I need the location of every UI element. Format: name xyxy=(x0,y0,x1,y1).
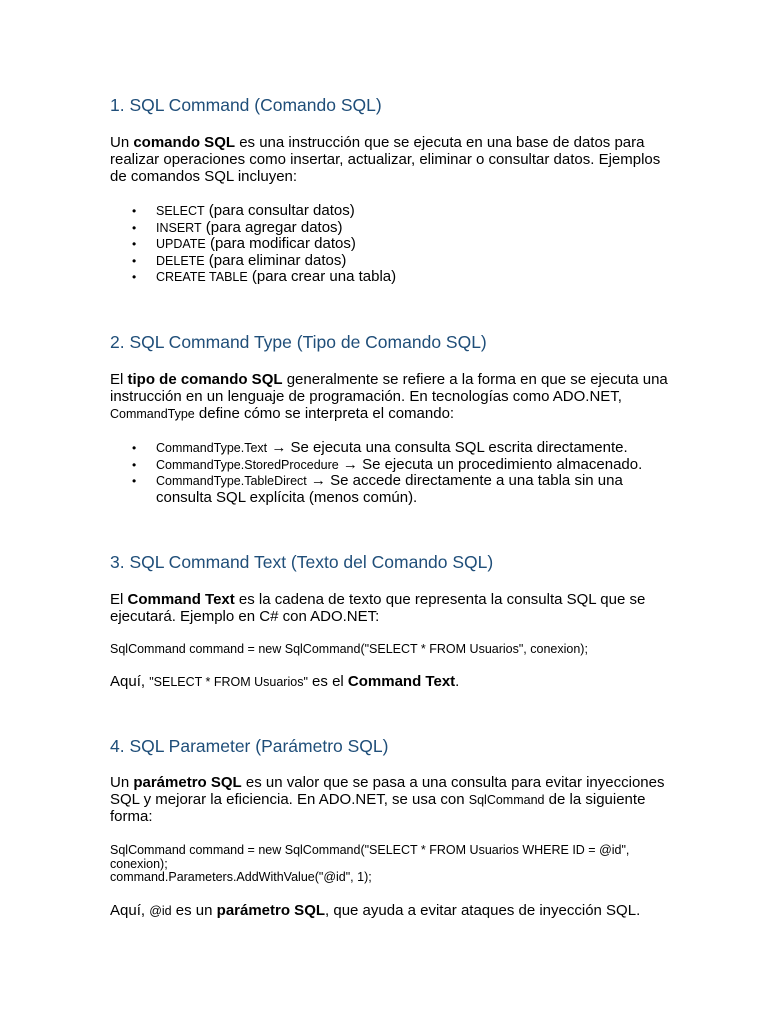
intro-text: Un xyxy=(110,134,134,151)
bullet-icon: • xyxy=(132,441,137,455)
intro-text: es la cadena de texto que representa la consulta SQL que se ejecutará. Ejemplo en C# con ADO.NET: xyxy=(110,591,646,625)
arrow-icon: → xyxy=(306,472,331,490)
section-3-intro xyxy=(110,592,670,626)
section-1-command-list xyxy=(110,203,670,286)
bullet-icon: • xyxy=(132,220,137,235)
arrow-icon: → xyxy=(338,455,363,473)
section-1-heading: 1. SQL Command (Comando SQL) xyxy=(110,95,382,115)
note-text: , que ayuda a evitar ataques de inyección SQL. xyxy=(325,902,641,919)
section-4-note xyxy=(110,903,670,920)
item-text: (para agregar datos) xyxy=(201,218,343,236)
item-code: CREATE TABLE xyxy=(156,270,248,285)
item-text: Se ejecuta una consulta SQL escrita directamente. xyxy=(290,439,628,456)
note-code-term: @id xyxy=(149,904,172,918)
intro-text: El xyxy=(110,591,128,608)
section-4-heading: 4. SQL Parameter (Parámetro SQL) xyxy=(110,736,389,756)
section-2-intro xyxy=(110,372,670,422)
intro-text: generalmente se refiere a la forma en que se ejecuta una instrucción en un lenguaje de programación. En tecnologías como ADO.NET, xyxy=(110,371,668,405)
intro-bold-term: comando SQL xyxy=(133,134,236,151)
item-code: DELETE xyxy=(156,253,205,268)
code-line: SqlCommand command = new SqlCommand("SELECT * FROM Usuarios WHERE ID = @id", xyxy=(110,843,630,857)
list-item xyxy=(110,473,670,506)
bullet-icon: • xyxy=(132,253,137,268)
intro-code-term: CommandType xyxy=(110,406,195,421)
code-example: SqlCommand command = new SqlCommand("SELECT * FROM Usuarios", conexion); xyxy=(110,642,588,656)
item-text: Se ejecuta un procedimiento almacenado. xyxy=(362,455,643,473)
intro-text: Un xyxy=(110,774,134,791)
note-text: Aquí, xyxy=(110,902,150,919)
item-code: SELECT xyxy=(156,204,205,218)
section-2-commandtype-list xyxy=(110,440,670,506)
note-text: es un xyxy=(171,902,217,919)
intro-bold-term: parámetro SQL xyxy=(133,774,242,791)
item-text: (para consultar datos) xyxy=(204,202,355,219)
bullet-icon: • xyxy=(132,237,137,252)
list-item xyxy=(110,440,670,457)
item-text: (para crear una tabla) xyxy=(247,268,397,286)
intro-text: es una instrucción que se ejecuta en una base de datos para realizar operaciones como insertar, actualizar, eliminar o consultar datos. Ejemplos de comandos SQL incluyen: xyxy=(110,134,661,185)
intro-text: define cómo se interpreta el comando: xyxy=(194,404,455,422)
section-1-intro xyxy=(110,135,670,185)
intro-bold-term: Command Text xyxy=(127,591,235,608)
section-3-heading: 3. SQL Command Text (Texto del Comando SQL) xyxy=(110,552,494,572)
item-code: CommandType.Text xyxy=(156,441,268,455)
intro-text: es un valor que se pasa a una consulta para evitar inyecciones SQL y mejorar la eficiencia. En ADO.NET, se usa con xyxy=(110,774,665,808)
bullet-icon: • xyxy=(132,457,137,472)
intro-code-term: SqlCommand xyxy=(468,792,545,807)
note-text: es el xyxy=(307,673,348,690)
item-code: INSERT xyxy=(156,220,202,235)
note-bold-term: Command Text xyxy=(347,673,456,690)
code-example-block xyxy=(110,844,670,885)
list-item xyxy=(110,457,670,474)
arrow-icon: → xyxy=(267,439,291,456)
bullet-icon: • xyxy=(132,270,137,285)
note-code-term: "SELECT * FROM Usuarios" xyxy=(149,675,308,689)
note-text: Aquí, xyxy=(110,673,150,690)
bullet-icon: • xyxy=(132,474,137,489)
intro-text: de la siguiente forma: xyxy=(110,790,646,825)
list-item xyxy=(110,220,670,237)
section-4-intro xyxy=(110,775,670,825)
intro-text: El xyxy=(110,371,128,388)
item-code: CommandType.TableDirect xyxy=(156,474,307,489)
item-text: (para eliminar datos) xyxy=(204,251,347,269)
list-item xyxy=(110,269,670,286)
code-line: conexion); xyxy=(110,856,168,871)
item-text: (para modificar datos) xyxy=(205,235,356,253)
list-item xyxy=(110,203,670,220)
bullet-icon: • xyxy=(132,204,137,218)
section-3-note xyxy=(110,674,670,691)
note-bold-term: parámetro SQL xyxy=(216,902,326,919)
code-line: command.Parameters.AddWithValue("@id", 1); xyxy=(110,870,372,885)
item-text: Se accede directamente a una tabla sin una consulta SQL explícita (menos común). xyxy=(156,472,623,506)
item-code: UPDATE xyxy=(156,237,206,252)
intro-bold-term: tipo de comando SQL xyxy=(127,371,283,388)
section-2-heading: 2. SQL Command Type (Tipo de Comando SQL) xyxy=(110,332,487,352)
list-item xyxy=(110,253,670,270)
note-text: . xyxy=(455,673,460,690)
list-item xyxy=(110,236,670,253)
item-code: CommandType.StoredProcedure xyxy=(156,457,339,472)
